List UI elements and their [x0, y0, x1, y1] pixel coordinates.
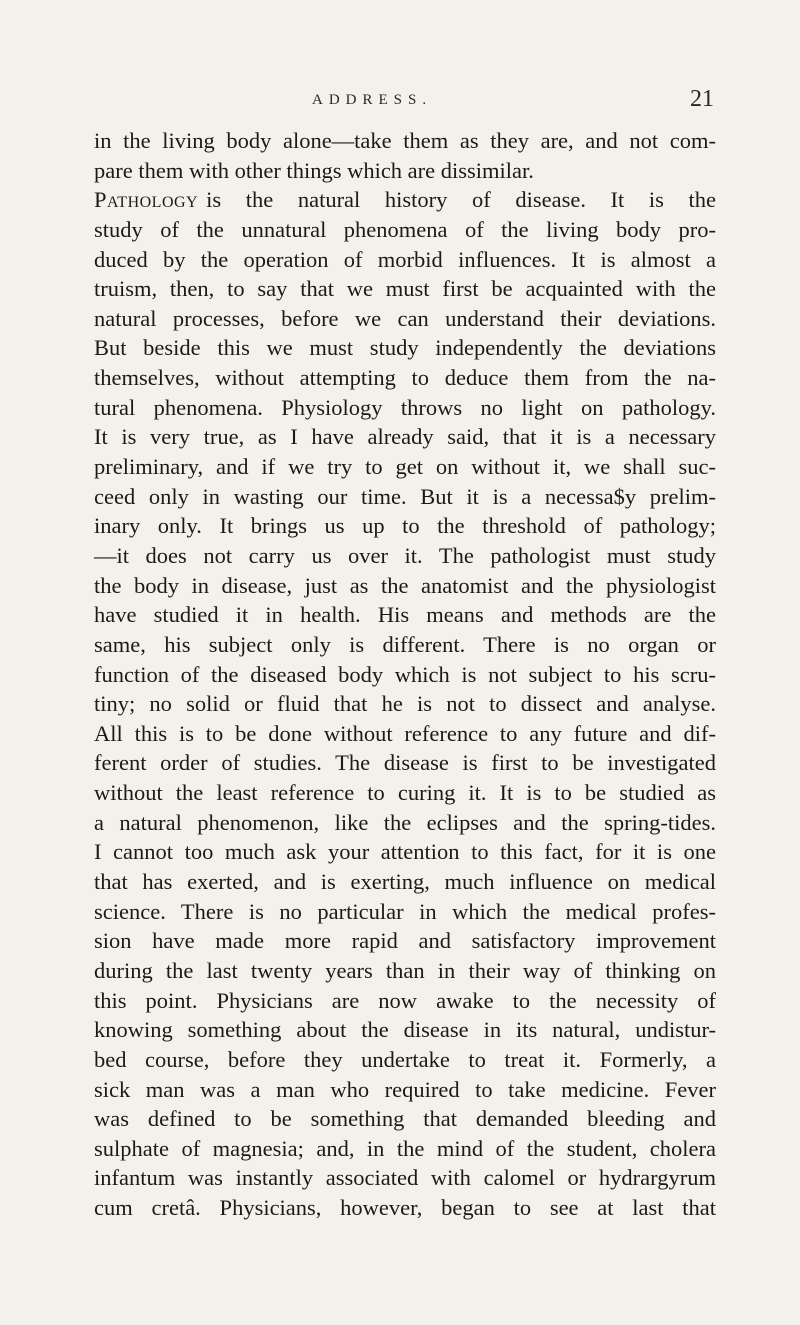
text-line: It is very true, as I have already said, that it is a necessary: [94, 424, 716, 450]
text-line: themselves, without attempting to deduce them from the na-: [94, 365, 716, 391]
text-line: tiny; no solid or fluid that he is not to dissect and analyse.: [94, 691, 716, 717]
text-line: infantum was instantly associated with calomel or hydrargyrum: [94, 1165, 716, 1191]
text-line: All this is to be done without reference to any future and dif-: [94, 720, 716, 746]
text-line: function of the diseased body which is not subject to his scru-: [94, 661, 716, 687]
text-line: during the last twenty years than in their way of thinking on: [94, 957, 716, 983]
text-line: sulphate of magnesia; and, in the mind of the student, cholera: [94, 1135, 716, 1161]
lead-term-pathology: Pathology: [94, 187, 199, 213]
text-line: study of the unnatural phenomena of the living body pro-: [94, 216, 716, 242]
text-line: ferent order of studies. The disease is first to be investigated: [94, 750, 716, 776]
text-line: same, his subject only is different. There is no organ or: [94, 631, 716, 657]
text-line: sion have made more rapid and satisfactory improvement: [94, 928, 716, 954]
text-line: —it does not carry us over it. The pathologist must study: [94, 542, 716, 568]
text-line: tural phenomena. Physiology throws no light on pathology.: [94, 394, 716, 420]
running-head: [94, 86, 714, 116]
text-line: natural processes, before we can understand their deviations.: [94, 305, 716, 331]
text-line: bed course, before they undertake to treat it. Formerly, a: [94, 1046, 716, 1072]
text-line: duced by the operation of morbid influences. It is almost a: [94, 246, 716, 272]
text-line: But beside this we must study independently the deviations: [94, 335, 716, 361]
text-line: in the living body alone—take them as they are, and not com-: [94, 128, 716, 153]
text-line: knowing something about the disease in its natural, undistur-: [94, 1017, 716, 1043]
text-line: preliminary, and if we try to get on without it, we shall suc-: [94, 454, 716, 480]
text-line: sick man was a man who required to take medicine. Fever: [94, 1076, 716, 1102]
body-paragraph: [94, 126, 716, 1223]
text-line-with-lead-term: [94, 185, 716, 215]
text-line: a natural phenomenon, like the eclipses and the spring-tides.: [94, 809, 716, 835]
text-line: cum cretâ. Physicians, however, began to see at last that: [94, 1195, 716, 1221]
text-line: inary only. It brings us up to the threshold of pathology;: [94, 513, 716, 539]
text-line: without the least reference to curing it. It is to be studied as: [94, 780, 716, 806]
text-line: I cannot too much ask your attention to this fact, for it is one: [94, 839, 716, 865]
text-line: ceed only in wasting our time. But it is a necessa$y prelim-: [94, 483, 716, 509]
text-line: the body in disease, just as the anatomist and the physiologist: [94, 572, 716, 598]
text-line: pare them with other things which are dissimilar.: [94, 157, 534, 183]
page-number: 21: [690, 86, 714, 112]
running-title: ADDRESS.: [312, 92, 433, 108]
text-line: this point. Physicians are now awake to the necessity of: [94, 987, 716, 1013]
text-line-rest: is the natural history of disease. It is the: [206, 187, 716, 213]
text-line: have studied it in health. His means and methods are the: [94, 602, 716, 628]
text-line: was defined to be something that demanded bleeding and: [94, 1106, 716, 1132]
text-line: science. There is no particular in which the medical profes-: [94, 898, 716, 924]
text-line: that has exerted, and is exerting, much influence on medical: [94, 869, 716, 895]
text-line: truism, then, to say that we must first be acquainted with the: [94, 276, 716, 302]
